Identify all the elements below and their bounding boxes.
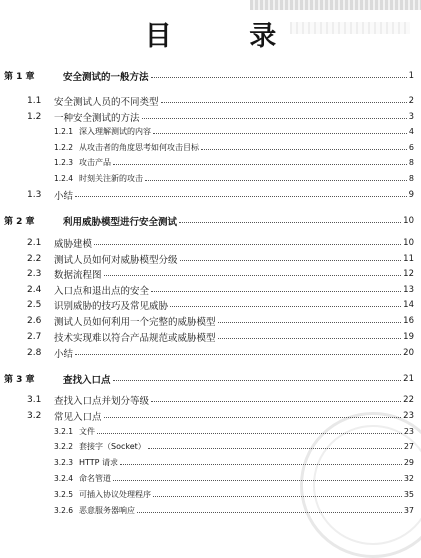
leader-dots — [151, 76, 407, 78]
toc-entry-page: 32 — [403, 474, 414, 483]
toc-section-entry — [0, 266, 421, 281]
toc-subsection-entry — [0, 171, 421, 186]
toc-section-entry — [0, 408, 421, 423]
toc-section-entry — [0, 329, 421, 344]
toc-entry-page: 19 — [403, 331, 414, 342]
leader-dots — [104, 416, 401, 418]
toc-entry-page: 22 — [403, 394, 414, 405]
toc-entry-number: 第 1 章 — [4, 72, 35, 82]
toc-entry-title: 查找入口点 — [63, 374, 111, 386]
toc-entry-title: 文件 — [79, 427, 95, 436]
toc-subsection-entry — [0, 471, 421, 486]
toc-entry-page: 14 — [403, 299, 414, 310]
toc-chapter-entry — [0, 68, 421, 83]
toc-entry-title: 安全测试的一般方法 — [63, 71, 149, 83]
toc-entry-page: 12 — [403, 268, 414, 279]
toc-section-entry — [0, 235, 421, 250]
leader-dots — [153, 495, 402, 497]
toc-entry-page: 2 — [408, 95, 414, 106]
toc-entry-title: 深入理解测试的内容 — [79, 127, 151, 136]
toc-entry-number: 1.1 — [27, 95, 42, 106]
toc-entry-title: 可插入协议处理程序 — [79, 490, 151, 499]
toc-entry-title: 威胁建模 — [54, 238, 93, 250]
toc-entry-title: 小结 — [54, 190, 74, 202]
toc-entry-number: 2.8 — [27, 347, 42, 358]
toc-entry-number: 3.2.5 — [54, 490, 74, 499]
toc-entry-page: 27 — [403, 442, 414, 451]
leader-dots — [75, 195, 407, 197]
leader-dots — [151, 400, 401, 402]
toc-entry-number: 3.2.4 — [54, 474, 74, 483]
toc-subsection-entry — [0, 487, 421, 502]
toc-subsection-entry — [0, 503, 421, 518]
toc-entry-number: 第 3 章 — [4, 375, 35, 385]
toc-entry-number: 3.2.1 — [54, 427, 74, 436]
toc-entry-title: 套接字（Socket） — [79, 442, 146, 451]
toc-entry-number: 3.2 — [27, 410, 42, 421]
leader-dots — [113, 163, 407, 165]
toc-subsection-entry — [0, 439, 421, 454]
toc-entry-page: 6 — [408, 143, 414, 152]
toc-entry-page: 11 — [403, 253, 414, 264]
toc-entry-number: 1.2 — [27, 111, 42, 122]
leader-dots — [170, 305, 401, 307]
toc-chapter-entry — [0, 371, 421, 386]
toc-section-entry — [0, 282, 421, 297]
toc-entry-number: 3.1 — [27, 394, 42, 405]
leader-dots — [113, 479, 402, 481]
toc-entry-title: 常见入口点 — [54, 411, 102, 423]
toc-subsection-entry — [0, 124, 421, 139]
toc-entry-page: 23 — [403, 427, 414, 436]
toc-entry-title: 测试人员如何利用一个完整的威胁模型 — [54, 316, 216, 328]
toc-entry-title: 攻击产品 — [79, 158, 111, 167]
toc-entry-page: 3 — [408, 111, 414, 122]
toc-section-entry — [0, 392, 421, 407]
toc-entry-title: 测试人员如何对威胁模型分级 — [54, 254, 178, 266]
toc-entry-number: 1.2.3 — [54, 158, 74, 167]
toc-entry-number: 3.2.2 — [54, 442, 74, 451]
toc-section-entry — [0, 345, 421, 360]
toc-section-entry — [0, 251, 421, 266]
toc-entry-title: 时刻关注新的攻击 — [79, 174, 143, 183]
leader-dots — [218, 337, 401, 339]
leader-dots — [151, 290, 401, 292]
toc-subsection-entry — [0, 155, 421, 170]
toc-section-entry — [0, 297, 421, 312]
leader-dots — [161, 101, 407, 103]
toc-entry-title: 安全测试人员的不同类型 — [54, 96, 159, 108]
toc-section-entry — [0, 313, 421, 328]
toc-section-entry — [0, 93, 421, 108]
toc-entry-number: 3.2.3 — [54, 458, 74, 467]
toc-entry-page: 16 — [403, 315, 414, 326]
leader-dots — [120, 463, 402, 465]
toc-entry-page: 35 — [403, 490, 414, 499]
toc-entry-page: 29 — [403, 458, 414, 467]
leader-dots — [97, 432, 402, 434]
leader-dots — [180, 259, 401, 261]
leader-dots — [145, 179, 407, 181]
toc-section-entry — [0, 187, 421, 202]
toc-entry-title: 从攻击者的角度思考如何攻击目标 — [79, 143, 199, 152]
toc-entry-title: 利用威胁模型进行安全测试 — [63, 216, 178, 228]
toc-entry-page: 20 — [403, 347, 414, 358]
leader-dots — [179, 221, 401, 223]
page-title: 目 录 — [144, 21, 311, 52]
toc-chapter-entry — [0, 213, 421, 228]
toc-entry-title: 查找入口点并划分等级 — [54, 395, 150, 407]
toc-entry-number: 3.2.6 — [54, 506, 74, 515]
leader-dots — [137, 511, 402, 513]
toc-entry-number: 2.1 — [27, 237, 42, 248]
toc-subsection-entry — [0, 140, 421, 155]
leader-dots — [142, 117, 407, 119]
toc-entry-number: 1.2.4 — [54, 174, 74, 183]
toc-entry-number: 2.4 — [27, 284, 42, 295]
toc-entry-page: 10 — [403, 215, 414, 226]
toc-entry-title: 命名管道 — [79, 474, 111, 483]
toc-entry-number: 2.6 — [27, 315, 42, 326]
leader-dots — [75, 353, 401, 355]
toc-subsection-entry — [0, 424, 421, 439]
toc-entry-title: 技术实现难以符合产品规范或威胁模型 — [54, 332, 216, 344]
toc-entry-page: 21 — [403, 373, 414, 384]
toc-section-entry — [0, 109, 421, 124]
toc-entry-number: 2.2 — [27, 253, 42, 264]
toc-entry-page: 23 — [403, 410, 414, 421]
leader-dots — [104, 274, 401, 276]
toc-entry-title: 入口点和退出点的安全 — [54, 285, 150, 297]
toc-entry-number: 2.7 — [27, 331, 42, 342]
toc-entry-title: HTTP 请求 — [79, 458, 119, 467]
toc-entry-page: 4 — [408, 127, 414, 136]
leader-dots — [113, 379, 401, 381]
toc-entry-page: 13 — [403, 284, 414, 295]
leader-dots — [218, 321, 401, 323]
toc-entry-number: 1.2.1 — [54, 127, 74, 136]
toc-entry-page: 10 — [403, 237, 414, 248]
toc-entry-title: 数据流程图 — [54, 269, 102, 281]
toc-entry-number: 1.3 — [27, 189, 42, 200]
toc-entry-page: 9 — [408, 189, 414, 200]
toc-entry-title: 一种安全测试的方法 — [54, 112, 140, 124]
toc-entry-page: 8 — [408, 158, 414, 167]
leader-dots — [148, 447, 402, 449]
toc-entry-page: 1 — [408, 70, 414, 81]
toc-entry-title: 识别威胁的技巧及常见威胁 — [54, 300, 169, 312]
leader-dots — [153, 132, 407, 134]
toc-entry-title: 小结 — [54, 348, 74, 360]
toc-subsection-entry — [0, 455, 421, 470]
leader-dots — [201, 148, 407, 150]
toc-entry-page: 37 — [403, 506, 414, 515]
toc-entry-page: 8 — [408, 174, 414, 183]
toc-entry-number: 1.2.2 — [54, 143, 74, 152]
toc-entry-number: 2.5 — [27, 299, 42, 310]
toc-entry-title: 恶意服务器响应 — [79, 506, 135, 515]
toc-entry-number: 第 2 章 — [4, 217, 35, 227]
leader-dots — [94, 243, 401, 245]
toc-entry-number: 2.3 — [27, 268, 42, 279]
